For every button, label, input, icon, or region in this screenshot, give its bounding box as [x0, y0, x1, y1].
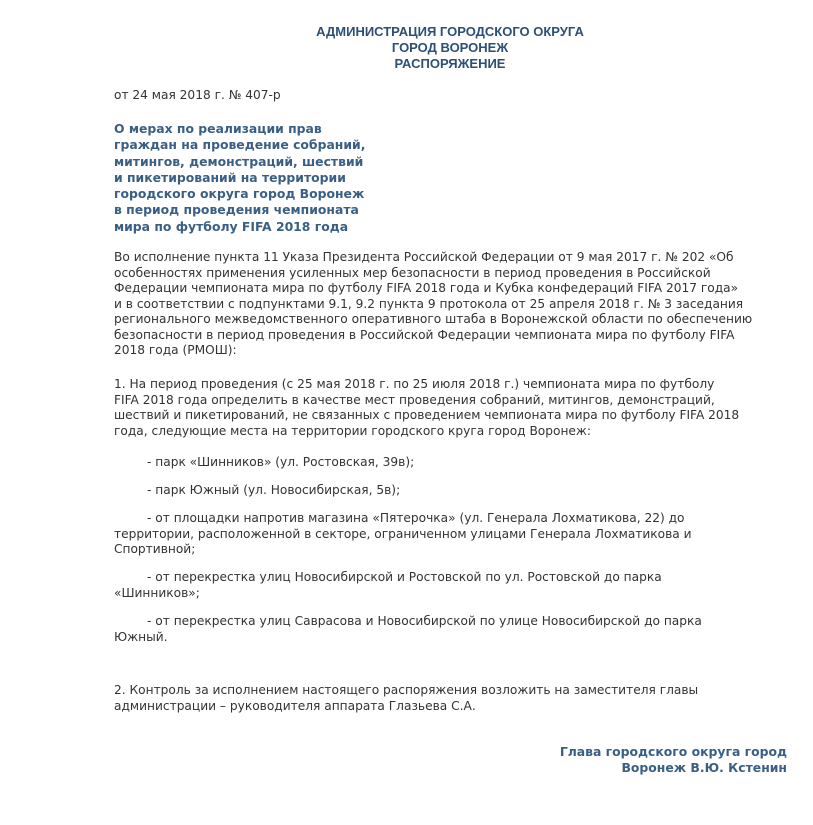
list-item-line: Спортивной;: [114, 542, 196, 556]
list-item-line: - парк «Шинников» (ул. Ростовская, 39в);: [147, 455, 415, 469]
place-list-item: [114, 614, 804, 645]
place-list-item: [114, 511, 804, 558]
title-line: митингов, демонстраций, шествий: [114, 153, 364, 169]
paragraph-line: 1. На период проведения (с 25 мая 2018 г. по 25 июля 2018 г.) чемпионата мира по футболу: [114, 377, 715, 391]
paragraph-line: 2018 года (РМОШ):: [114, 343, 237, 357]
document-header: [250, 24, 650, 72]
list-item-line: «Шинников»;: [114, 585, 200, 600]
place-list-item: [114, 483, 804, 499]
title-line: граждан на проведение собраний,: [114, 137, 366, 153]
list-item-line: - от перекрестка улиц Новосибирской и Ростовской по ул. Ростовской до парка: [147, 570, 662, 584]
paragraph-line: шествий и пикетирований, не связанных с проведением чемпионата мира по футболу FIFA 2018: [114, 408, 740, 422]
signature-line: Воронеж В.Ю. Кстенин: [621, 760, 787, 776]
intro-paragraph: [114, 250, 804, 359]
list-item-line: территории, расположенной в секторе, ограниченном улицами Генерала Лохматикова и: [114, 526, 692, 541]
paragraph-line: 2. Контроль за исполнением настоящего распоряжения возложить на заместителя главы: [114, 683, 699, 697]
paragraph-line: и в соответствии с подпунктами 9.1, 9.2 пункта 9 протокола от 25 апреля 2018 г. № 3 заседания: [114, 296, 744, 311]
list-item-line: - от перекрестка улиц Саврасова и Новосибирской по улице Новосибирской до парка: [147, 614, 702, 628]
list-item-line: - от площадки напротив магазина «Пятерочка» (ул. Генерала Лохматикова, 22) до: [147, 511, 685, 525]
title-line: и пикетирований на территории: [114, 169, 346, 185]
list-item-line: Южный.: [114, 629, 168, 644]
paragraph-line: регионального межведомственного оперативного штаба в Воронежской области по обеспечению: [114, 312, 753, 326]
title-line: городского округа город Воронеж: [114, 186, 365, 202]
paragraph-line: особенностях применения усиленных мер безопасности в период проведения в Российской: [114, 265, 711, 280]
header-city: ГОРОД ВОРОНЕЖ: [391, 40, 509, 55]
paragraph-line: года, следующие места на территории городского круга город Воронеж:: [114, 423, 592, 438]
paragraph-line: безопасности в период проведения в Российской Федерации чемпионата мира по футболу FIFA: [114, 327, 735, 342]
paragraph-line: Федерации чемпионата мира по футболу FIFA 2018 года и Кубка конфедераций FIFA 2017 года»: [114, 281, 739, 295]
paragraph-line: Во исполнение пункта 11 Указа Президента Российской Федерации от 9 мая 2017 г. № 202 «Об: [114, 250, 734, 264]
place-list-item: [114, 570, 804, 601]
place-list-item: [114, 455, 804, 471]
signature-line: Глава городского округа город: [559, 744, 787, 759]
title-line: мира по футболу FIFA 2018 года: [114, 218, 349, 234]
document-title: [114, 121, 414, 235]
point-2-paragraph: [114, 683, 804, 714]
header-organization: АДМИНИСТРАЦИЯ ГОРОДСКОГО ОКРУГА: [316, 24, 584, 39]
title-line: О мерах по реализации прав: [114, 121, 322, 136]
document-date-number: от 24 мая 2018 г. № 407-р: [114, 88, 281, 102]
signature-block: [560, 744, 787, 777]
point-1-paragraph: [114, 377, 804, 439]
list-item-line: - парк Южный (ул. Новосибирская, 5в);: [147, 483, 401, 497]
header-doc-type: РАСПОРЯЖЕНИЕ: [394, 56, 506, 71]
paragraph-line: FIFA 2018 года определить в качестве мест проведения собраний, митингов, демонстраций,: [114, 392, 715, 407]
title-line: в период проведения чемпионата: [114, 202, 359, 218]
paragraph-line: администрации – руководителя аппарата Глазьева С.А.: [114, 698, 476, 713]
